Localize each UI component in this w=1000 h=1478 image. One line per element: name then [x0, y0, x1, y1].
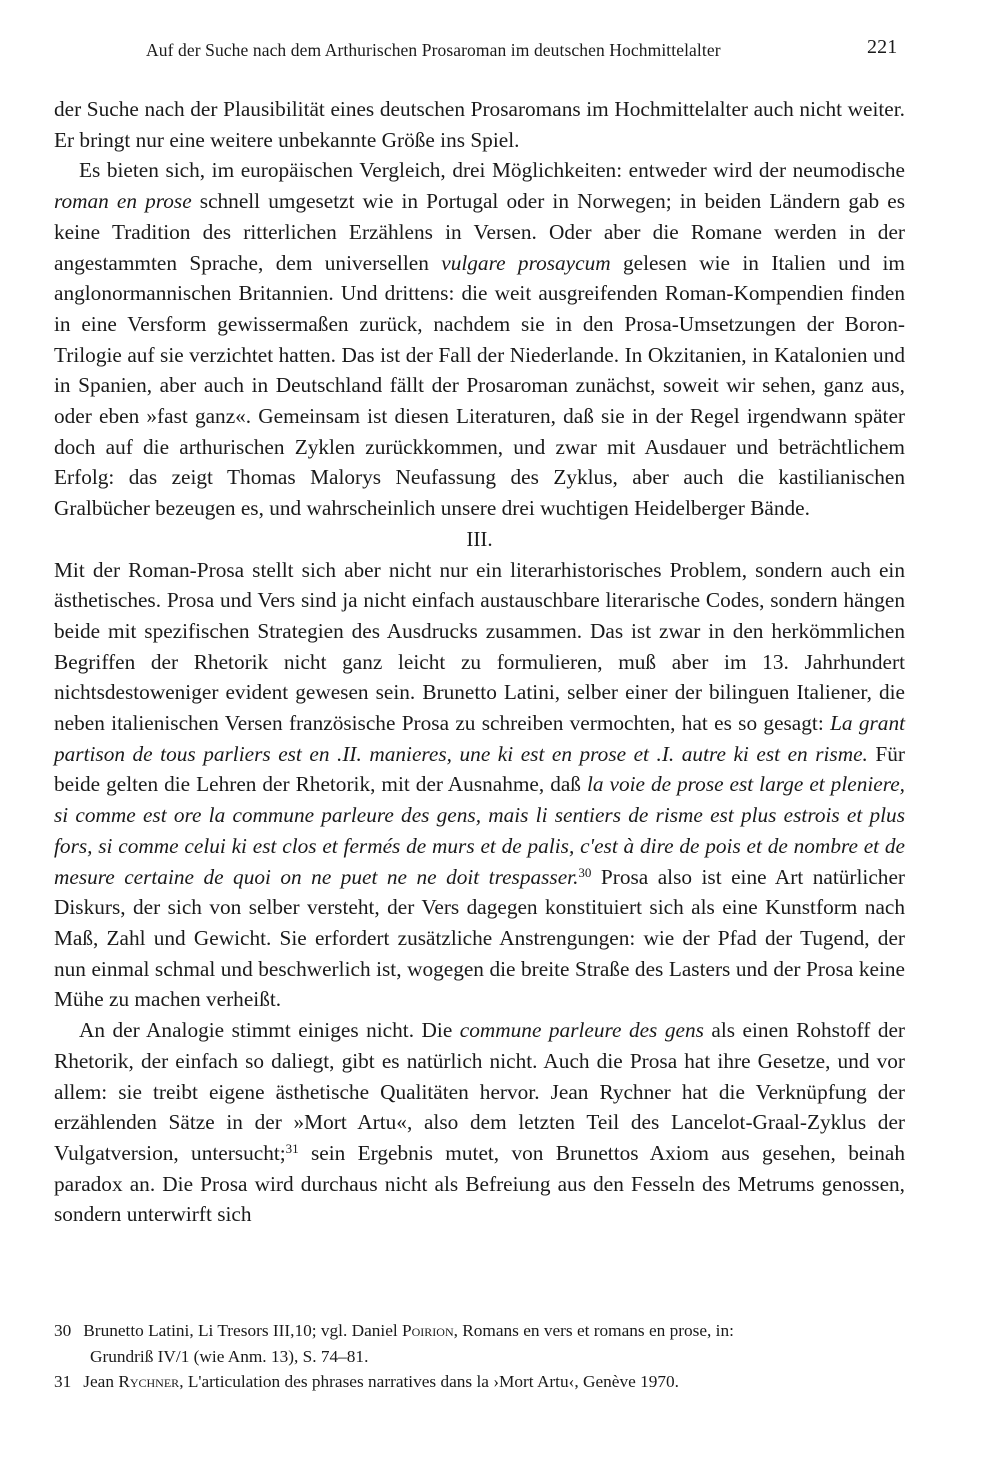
- paragraph-1-text: der Suche nach der Plausibilität eines deutschen Prosaromans im Hochmittelalter auch nicht weiter. Er bringt nur eine weitere unbekannte Größe ins Spiel.: [54, 97, 905, 152]
- paragraph-1: [54, 94, 905, 155]
- paragraph-2: [54, 155, 905, 523]
- footnote-number: 30: [54, 1321, 72, 1340]
- author-name: Poirion: [402, 1321, 454, 1340]
- italic-phrase: roman en prose: [54, 189, 192, 214]
- paragraph-2-text: gelesen wie in Italien und im anglonormannischen Britannien. Und drittens: die weit ausgreifenden Roman-Kompendien finden in eine Versform gewissermaßen zurück, nachdem sie in den Prosa-Umsetzungen der Boron-Trilogie auf sie verzichtet hatten. Das ist der Fall der Niederlande. In Okzitanien, in Katalonien und in Spanien, aber auch in Deutschland fällt der Prosaroman zunächst, soweit wir sehen, ganz aus, oder eben »fast ganz«. Gemeinsam ist diesen Literaturen, daß sie in der Regel irgendwann später doch auf die arthurischen Zyklen zurückkommen, und zwar mit Ausdauer und beträchtlichem Erfolg: das zeigt Thomas Malorys Neufassung des Zyklus, aber auch die kastilianischen Gralbücher bezeugen es, und wahrscheinlich unsere drei wuchtigen Heidelberger Bände.: [54, 250, 905, 521]
- footnote-text: , Romans en vers et romans en prose, in:: [453, 1321, 734, 1340]
- italic-quote: la voie de prose est large et pleniere, si comme est ore la commune parleure des gens, mais li sentiers de risme est plus estrois et plus fors, si comme celui ki est clos et fermés de murs et de palis, c'est à dire de pois et de nombre et de mesure certaine de quoi on ne puet ne ne doit trespasser.: [54, 772, 905, 889]
- italic-phrase: vulgare prosaycum: [441, 250, 611, 275]
- footnote-30: [54, 1318, 905, 1369]
- section-heading: III.: [466, 526, 493, 551]
- paragraph-2-text: Es bieten sich, im europäischen Vergleich, drei Möglichkeiten: entweder wird der neumodische: [79, 158, 905, 183]
- footnote-text-continued: Grundriß IV/1 (wie Anm. 13), S. 74–81.: [90, 1346, 369, 1366]
- footnote-text: , L'articulation des phrases narratives dans la ›Mort Artu‹, Genève 1970.: [179, 1372, 679, 1391]
- running-head-title: Auf der Suche nach dem Arthurischen Prosaroman im deutschen Hochmittelalter: [146, 40, 721, 60]
- author-name: Rychner: [118, 1372, 180, 1391]
- running-head: [0, 36, 1000, 66]
- paragraph-3-text: Mit der Roman-Prosa stellt sich aber nicht nur ein literarhistorisches Problem, sondern auch ein ästhetisches. Prosa und Vers sind ja nicht einfach austauschbare literarische Codes, sondern hängen beide mit spezifischen Strategien des Ausdrucks zusammen. Das ist zwar in den herkömmlichen Begriffen der Rhetorik nicht ganz leicht zu formulieren, muß aber im 13. Jahrhundert nichtsdestoweniger evident gewesen sein. Brunetto Latini, selber einer der bilinguen Italiener, die neben italienischen Versen französische Prosa zu schreiben vermochten, hat es so gesagt:: [54, 557, 905, 736]
- paragraph-3: [54, 555, 905, 1016]
- footnote-text: Jean: [83, 1372, 119, 1391]
- paragraph-4-text: An der Analogie stimmt einiges nicht. Die: [79, 1018, 460, 1043]
- footnotes: [54, 1318, 905, 1395]
- paragraph-4-text: sein Ergebnis mutet, von Brunettos Axiom aus gesehen, beinah paradox an. Die Prosa wird durchaus nicht als Befreiung aus den Fesseln des Metrums genossen, sondern unterwirft sich: [54, 1140, 905, 1227]
- footnote-number: 31: [54, 1372, 72, 1391]
- italic-quote: La grant partison de tous parliers est en .II. manieres, une ki est en prose et .I. autre ki est en risme.: [54, 711, 906, 766]
- footnote-ref-30[interactable]: 30: [578, 864, 592, 880]
- footnote-text: Brunetto Latini, Li Tresors III,10; vgl. Daniel: [83, 1321, 402, 1340]
- footnote-31: [54, 1369, 905, 1395]
- paragraph-2-text: schnell umgesetzt wie in Portugal oder in Norwegen; in beiden Ländern gab es keine Tradition des ritterlichen Erzählens in Versen. Oder aber die Romane werden in der angestammten Sprache, dem universellen: [54, 189, 905, 275]
- italic-phrase: commune parleure des gens: [459, 1018, 704, 1043]
- paragraph-4-text: als einen Rohstoff der Rhetorik, der einfach so daliegt, gibt es natürlich nicht. Auch die Prosa hat ihre Gesetze, und vor allem: sie treibt eigene ästhetische Qualitäten hervor. Jean Rychner hat die Verknüpfung der erzählenden Sätze in der »Mort Artu«, also dem letzten Teil des Lancelot-Graal-Zyklus der Vulgatversion, untersucht;: [54, 1018, 906, 1165]
- footnote-ref-31[interactable]: 31: [285, 1140, 299, 1156]
- paragraph-3-text: Für beide gelten die Lehren der Rhetorik, mit der Ausnahme, daß: [54, 741, 905, 797]
- paragraph-4: [54, 1015, 905, 1230]
- body-text: [54, 94, 905, 1230]
- paragraph-3-text: Prosa also ist eine Art natürlicher Diskurs, der sich von selber versteht, der Vers dagegen konstituiert sich als eine Kunstform nach Maß, Zahl und Gewicht. Sie erfordert zusätzliche Anstrengungen: wie der Pfad der Tugend, der nun einmal schmal und beschwerlich ist, wogegen die breite Straße des Lasters und der Prosa keine Mühe zu machen verheißt.: [54, 864, 905, 1012]
- page-number: 221: [867, 36, 898, 58]
